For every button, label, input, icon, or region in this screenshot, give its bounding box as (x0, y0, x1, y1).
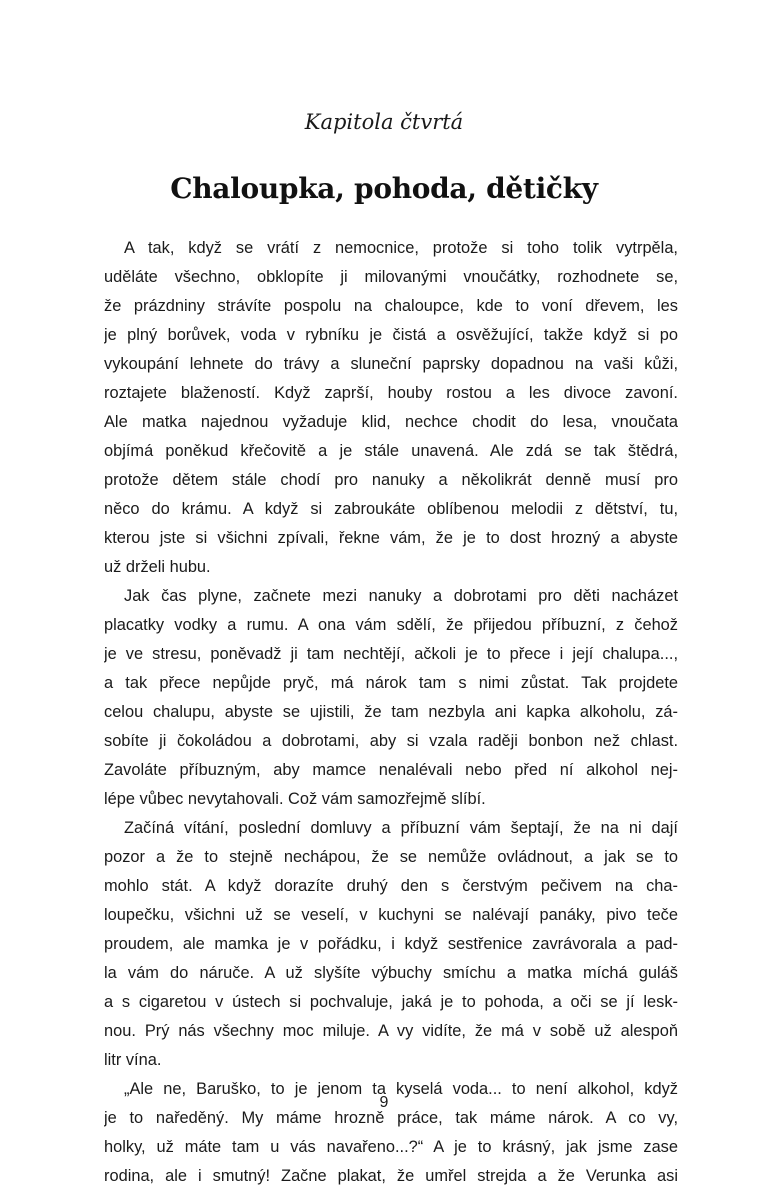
text-line: lépe vůbec nevytahovali. Což vám samozřejmě slíbí. (104, 790, 486, 808)
text-line: nou. Prý nás všechny moc miluje. A vy vidíte, že má v sobě už alespoň (104, 1022, 678, 1040)
text-line: loupečku, všichni už se veselí, v kuchyni se nalévají panáky, pivo teče (104, 906, 678, 924)
text-line: A tak, když se vrátí z nemocnice, protože si toho tolik vytrpěla, (124, 239, 678, 257)
paragraph (104, 814, 678, 1075)
text-line: objímá poněkud křečovitě a je stále unavená. Ale zdá se tak štědrá, (104, 442, 678, 460)
text-line: je plný borůvek, voda v rybníku je čistá a osvěžující, takže když si po (104, 326, 678, 344)
text-line: roztajete blažeností. Když zaprší, houby rostou a les divoce zavoní. (104, 384, 678, 402)
chapter-label: Kapitola čtvrtá (304, 110, 464, 134)
text-line: uděláte všechno, obklopíte ji milovanými vnoučátky, rozhodnete se, (104, 268, 678, 286)
text-line: je ve stresu, poněvadž ji tam nechtějí, ačkoli je to přece i její chalupa..., (104, 645, 678, 663)
text-line: že prázdniny strávíte pospolu na chaloupce, kde to voní dřevem, les (104, 297, 678, 315)
text-line: rodina, ale i smutný! Začne plakat, že umřel strejda a že Verunka asi (104, 1167, 678, 1185)
text-line: něco do krámu. A když si zabroukáte oblíbenou melodii z dětství, tu, (104, 500, 678, 518)
page-number: 9 (379, 1094, 389, 1111)
text-line: a s cigaretou v ústech si pochvaluje, jaká je to pohoda, a oči se jí lesk- (104, 993, 678, 1011)
text-line: a tak přece nepůjde pryč, má nárok tam s nimi zůstat. Tak projdete (104, 674, 678, 692)
body-text (104, 234, 678, 1191)
text-line: pozor a že to stejně nechápou, že se nemůže ovládnout, a jak se to (104, 848, 678, 866)
text-line: sobíte ji čokoládou a dobrotami, aby si vzala raději bonbon než chlast. (104, 732, 678, 750)
text-line: holky, už máte tam u vás navařeno...?“ A je to krásný, jak jsme zase (104, 1138, 678, 1156)
text-line: je to naředěný. My máme hrozně práce, tak máme nárok. A co vy, (104, 1109, 678, 1127)
text-line: „Ale ne, Baruško, to je jenom ta kyselá voda... to není alkohol, když (124, 1080, 678, 1098)
paragraph (104, 582, 678, 814)
text-line: protože dětem stále chodí pro nanuky a několikrát denně musí pro (104, 471, 678, 489)
text-line: kterou jste si všichni zpívali, řekne vám, že je to dost hrozný a abyste (104, 529, 678, 547)
text-line: celou chalupu, abyste se ujistili, že tam nezbyla ani kapka alkoholu, zá- (104, 703, 678, 721)
text-line: už drželi hubu. (104, 558, 211, 576)
paragraph (104, 234, 678, 582)
text-line: proudem, ale mamka je v pořádku, i když sestřenice zavrávorala a pad- (104, 935, 678, 953)
text-line: la vám do náruče. A už slyšíte výbuchy smíchu a matka míchá guláš (104, 964, 678, 982)
paragraph (104, 1075, 678, 1191)
chapter-title: Chaloupka, pohoda, dětičky (170, 172, 598, 205)
text-line: vykoupání lehnete do trávy a sluneční paprsky dopadnou na vaši kůži, (104, 355, 678, 373)
text-line: mohlo stát. A když dorazíte druhý den s čerstvým pečivem na cha- (104, 877, 678, 895)
text-line: litr vína. (104, 1051, 162, 1069)
text-line: Zavoláte příbuzným, aby mamce nenalévali nebo před ní alkohol nej- (104, 761, 678, 779)
text-line: Jak čas plyne, začnete mezi nanuky a dobrotami pro děti nacházet (124, 587, 678, 605)
text-line: Ale matka najednou vyžaduje klid, nechce chodit do lesa, vnoučata (104, 413, 678, 431)
text-line: Začíná vítání, poslední domluvy a příbuzní vám šeptají, že na ni dají (124, 819, 678, 837)
text-line: placatky vodky a rumu. A ona vám sdělí, že přijedou příbuzní, z čehož (104, 616, 678, 634)
